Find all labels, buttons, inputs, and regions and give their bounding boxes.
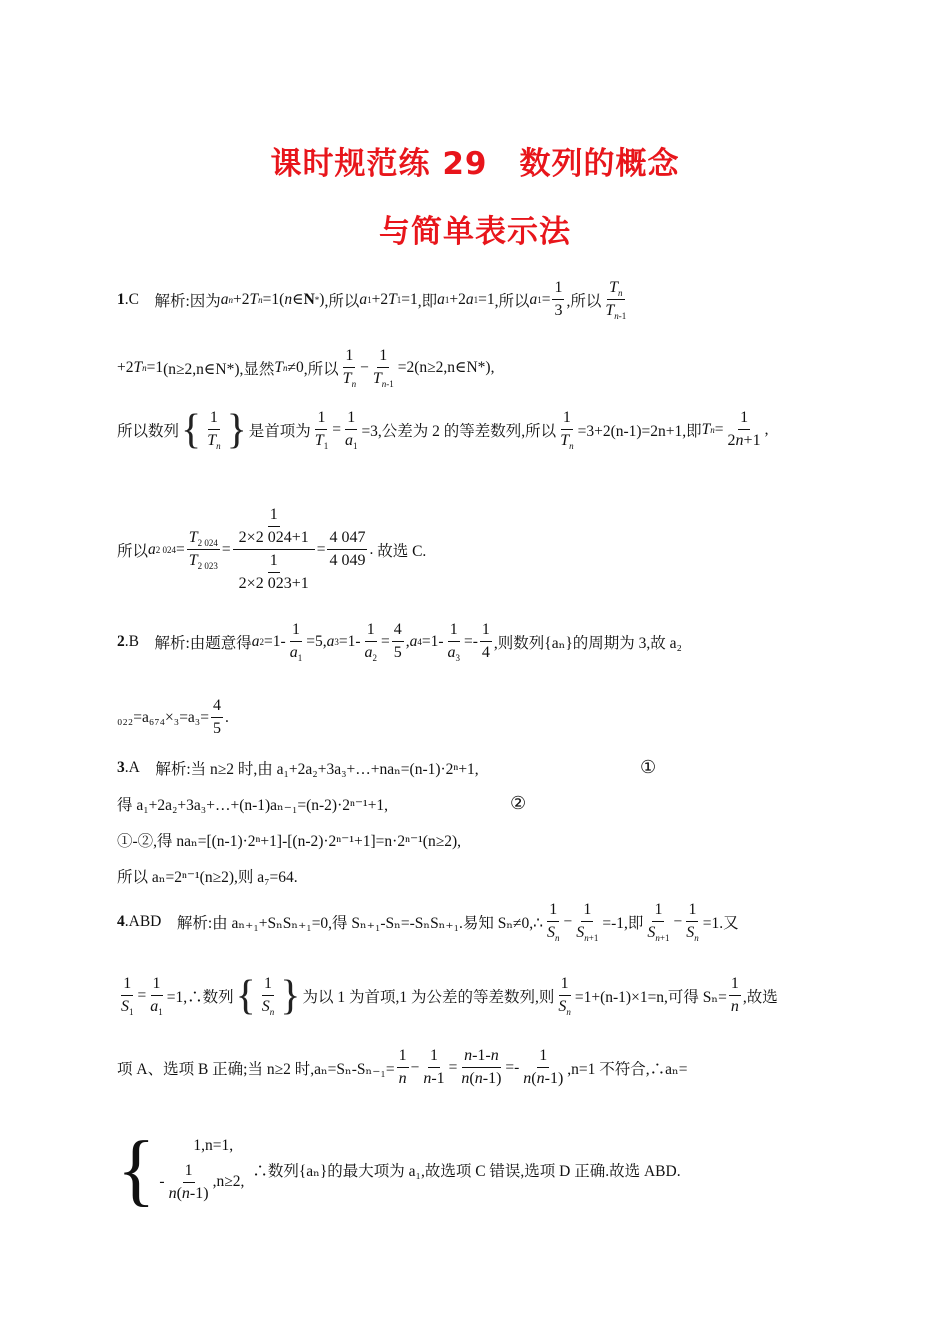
q1-number: 1 bbox=[117, 290, 125, 308]
q3-line-4 bbox=[117, 865, 847, 887]
fraction: $\frac{1}{T_1}$ bbox=[314, 409, 329, 452]
piecewise-cases bbox=[159, 1137, 244, 1204]
fraction: $\frac{1}{a_1}$ bbox=[289, 621, 303, 664]
q4-line-2: $\frac{1}{S_1}$ = $\frac{1}{a_1}$ =1,∴数列 { $\frac{1}{S_n}$ } 为以 1 为首项,1 为公差的等差数列,则 $\frac{1}{S_n}$ =1+(n-1)×1=n,可得 Sₙ= $\frac{1}{n}$ ,故选 bbox=[121, 972, 778, 1019]
left-brace-icon: { bbox=[181, 406, 202, 453]
fraction: $\frac{1}{S_n}$ bbox=[558, 975, 571, 1018]
q3-text: 当 n≥2 时,由 a₁+2a₂+3a₃+…+naₙ=(n-1)·2ⁿ+1, bbox=[190, 761, 479, 778]
fraction: $\frac{1}{n}$ bbox=[730, 975, 739, 1015]
fraction: $\frac{1}{S_n}$ bbox=[686, 901, 699, 944]
fraction: $\frac{1}{a_1}$ bbox=[150, 975, 163, 1018]
q1-line-3: 所以数列 { $\frac{1}{T_n}$ } 是首项为 $\frac{1}{T_1}$ = $\frac{1}{a_1}$ =3,公差为 2 的等差数列,所以 $\frac{1}{T_n}$ =3+2(n-1)=2n+1,即 T n = $\frac{1}{2n+1}$ , bbox=[117, 406, 769, 453]
case-1: 1,n=1, bbox=[193, 1136, 234, 1154]
fraction: $\frac{1}{a_3}$ bbox=[447, 621, 461, 664]
q1-text: =3,公差为 2 的等差数列,所以 bbox=[361, 422, 557, 440]
q3-line-1: 3 . A 解析: 当 n≥2 时,由 a₁+2a₂+3a₃+…+naₙ=(n-1)·2ⁿ+1, bbox=[117, 759, 479, 778]
fraction: $\frac{1}{n}$ bbox=[398, 1047, 407, 1087]
fraction: $\frac{1}{T_n}$ bbox=[207, 409, 221, 452]
fraction: $\frac{T_{2 024}}{T_{2 023}}$ bbox=[188, 529, 218, 572]
q1-text: ,即 bbox=[417, 292, 438, 310]
q1-text: 是首项为 bbox=[248, 422, 311, 440]
fraction: $\frac{1}{a_1}$ bbox=[344, 409, 358, 452]
q1-text: ,所以 bbox=[303, 360, 339, 378]
fraction: $\frac{4}{5}$ bbox=[212, 697, 221, 737]
fraction: $\frac{n-1-n}{n(n-1)}$ bbox=[461, 1047, 502, 1087]
q4-text: ,n=1 不符合,∴aₙ= bbox=[567, 1060, 688, 1078]
q1-label: 解析: bbox=[154, 292, 190, 310]
fraction: $\frac{1}{S_n}$ bbox=[261, 975, 275, 1018]
q4-text: ∴数列{aₙ}的最大项为 a₁,故选项 C 错误,选项 D 正确.故选 ABD. bbox=[252, 1163, 681, 1180]
q4-text: 项 A、选项 B 正确;当 n≥2 时,aₙ=Sₙ-Sₙ₋₁= bbox=[117, 1060, 395, 1078]
q1-line-1: 1 . C 解析: 因为 a n +2 T n =1( n ∈ N * ) ,所以 a 1 +2 T 1 =1 ,即 a 1 +2 a 1 =1 ,所以 a 1 = $\frac{1}{3}$ ,所以 $\frac{T_n}{T_{n-1}}$ bbox=[117, 279, 627, 322]
q3-answer: A bbox=[128, 759, 140, 776]
fraction: $\frac{1}{4}$ bbox=[481, 621, 490, 661]
q4-text: ,故选 bbox=[742, 988, 778, 1006]
q3-number: 3 bbox=[117, 759, 125, 776]
q1-line-2: +2 T n =1 (n≥2,n∈N*),显然 T n ≠0 ,所以 $\frac{1}{T_n}$ − $\frac{1}{T_{n-1}}$ =2(n≥2,n∈N*), bbox=[117, 347, 495, 390]
q4-line-1: 4 . ABD 解析: 由 aₙ₊₁+SₙSₙ₊₁=0,得 Sₙ₊₁-Sₙ=-SₙSₙ₊₁.易知 Sₙ≠0,∴ $\frac{1}{S_n}$ − $\frac{1}{S_{n+1}}$ =-1,即 $\frac{1}{S_{n+1}}$ − $\frac{1}{S_n}$ =1.又 bbox=[117, 901, 739, 944]
right-brace-icon: } bbox=[226, 406, 247, 453]
q2-text: ,则数列{aₙ}的周期为 3,故 a₂ bbox=[493, 634, 682, 652]
fraction: $\frac{1}{n-1}$ bbox=[423, 1047, 445, 1087]
q4-answer: ABD bbox=[128, 912, 162, 930]
q1-text: ,所以 bbox=[494, 292, 530, 310]
q2-number: 2 bbox=[117, 632, 125, 650]
page-title: 课时规范练 29 数列的概念 bbox=[270, 146, 680, 182]
fraction: $\frac{1}{S_n}$ bbox=[547, 901, 560, 944]
fraction: $\frac{1}{S_1}$ bbox=[121, 975, 134, 1018]
fraction: $\frac{\frac{1}{2\times 2 024+1}}{\frac{1}{2\times 2 023+1}}$ bbox=[233, 505, 315, 594]
q2-label: 解析: bbox=[154, 634, 190, 652]
fraction: $\frac{1}{a_2}$ bbox=[364, 621, 377, 664]
case-2-tail: ,n≥2, bbox=[212, 1172, 245, 1190]
cases-brace-icon: { bbox=[117, 1126, 156, 1214]
q2-line-1: 2 . B 解析: 由题意得 a 2 =1- $\frac{1}{a_1}$ =5, a 3 =1- $\frac{1}{a_2}$ = $\frac{4}{5}$ , a 4 =1- $\frac{1}{a_3}$ =- $\frac{1}{4}$ ,则数列{aₙ}的周期为 3,故 a₂ bbox=[117, 621, 682, 664]
q1-line-4: 所以 a 2 024 = $\frac{T_{2 024}}{T_{2 023}}$ = $\frac{\frac{1}{2\times 2 024+1}}{\frac{1}{2\times 2 023+1}}$ = $\frac{4 047}{4 049}$ . 故选 C. bbox=[117, 506, 427, 592]
q4-text: =- bbox=[505, 1058, 520, 1076]
q4-label: 解析: bbox=[176, 914, 213, 932]
fraction: $\frac{1}{T_n}$ bbox=[342, 347, 357, 390]
q3-text: 得 a₁+2a₂+3a₃+…+(n-1)aₙ₋₁=(n-2)·2ⁿ⁻¹+1, bbox=[117, 797, 389, 814]
page-subtitle: 与简单表示法 bbox=[379, 214, 571, 250]
q1-text: =2(n≥2,n∈N*), bbox=[397, 359, 495, 376]
q1-text: 所以 bbox=[117, 542, 149, 560]
fraction: $\frac{1}{S_{n+1}}$ bbox=[647, 901, 670, 944]
fraction: $\frac{1}{2n+1}$ bbox=[727, 409, 761, 449]
fraction: $\frac{4}{5}$ bbox=[393, 621, 402, 661]
q1-answer: C bbox=[128, 290, 139, 308]
q1-text: (n≥2,n∈N*),显然 bbox=[163, 360, 275, 378]
q2-text: ₀₂₂=a₆₇₄×₃=a₃= bbox=[117, 708, 209, 726]
q1-text: =3+2(n-1)=2n+1,即 bbox=[577, 422, 702, 440]
q2-text: 由题意得 bbox=[189, 634, 252, 652]
q4-line-3: 项 A、选项 B 正确;当 n≥2 时,aₙ=Sₙ-Sₙ₋₁= $\frac{1}{n}$ − $\frac{1}{n-1}$ = $\frac{n-1-n}{n(n-1)}$ =- $\frac{1}{n(n-1)}$ ,n=1 不符合,∴aₙ= bbox=[117, 1047, 688, 1087]
case-2: - $\frac{1}{n(n-1)}$ ,n≥2, bbox=[159, 1161, 245, 1202]
equation-marker-2: ② bbox=[510, 793, 527, 813]
q4-text: 由 aₙ₊₁+SₙSₙ₊₁=0,得 Sₙ₊₁-Sₙ=-SₙSₙ₊₁.易知 Sₙ≠0,∴ bbox=[212, 914, 544, 932]
q3-line-3 bbox=[117, 829, 847, 851]
q3-label: 解析: bbox=[155, 761, 191, 778]
q4-text: =-1,即 bbox=[602, 914, 644, 932]
q4-text: =1.又 bbox=[702, 914, 739, 932]
q1-text: ,所以 bbox=[324, 292, 360, 310]
q1-text: 因为 bbox=[189, 292, 221, 310]
fraction: $\frac{1}{n(n-1)}$ bbox=[523, 1047, 564, 1087]
fraction: $\frac{4 047}{4 049}$ bbox=[329, 529, 366, 569]
equation-marker-1: ① bbox=[640, 757, 657, 777]
fraction: $\frac{1}{T_n}$ bbox=[560, 409, 574, 452]
q1-text: ,所以 bbox=[566, 292, 602, 310]
fraction: $\frac{T_n}{T_{n-1}}$ bbox=[605, 279, 627, 322]
q2-line-2: ₀₂₂=a₆₇₄×₃=a₃= $\frac{4}{5}$ . bbox=[117, 697, 229, 737]
q3-line-2 bbox=[117, 793, 847, 815]
q4-text: =1,∴数列 bbox=[166, 988, 234, 1006]
q3-text: ①-②,得 naₙ=[(n-1)·2ⁿ+1]-[(n-2)·2ⁿ⁻¹+1]=n·2ⁿ⁻¹(n≥2), bbox=[117, 833, 461, 850]
q4-number: 4 bbox=[117, 912, 125, 930]
q2-answer: B bbox=[128, 632, 139, 650]
q4-text: 为以 1 为首项,1 为公差的等差数列,则 bbox=[302, 988, 555, 1006]
q1-text: 所以数列 bbox=[117, 422, 180, 440]
left-brace-icon: { bbox=[235, 972, 256, 1019]
right-brace-icon: } bbox=[280, 972, 301, 1019]
fraction: $\frac{1}{T_{n-1}}$ bbox=[372, 347, 394, 390]
q3-text: 所以 aₙ=2ⁿ⁻¹(n≥2),则 a₇=64. bbox=[117, 869, 298, 886]
q4-line-4 bbox=[117, 1126, 847, 1214]
fraction: $\frac{1}{S_{n+1}}$ bbox=[576, 901, 599, 944]
fraction: $\frac{1}{3}$ bbox=[554, 279, 563, 319]
q1-text: 故选 C. bbox=[377, 542, 427, 560]
q4-text: =1+(n-1)×1=n,可得 Sₙ= bbox=[574, 988, 727, 1006]
